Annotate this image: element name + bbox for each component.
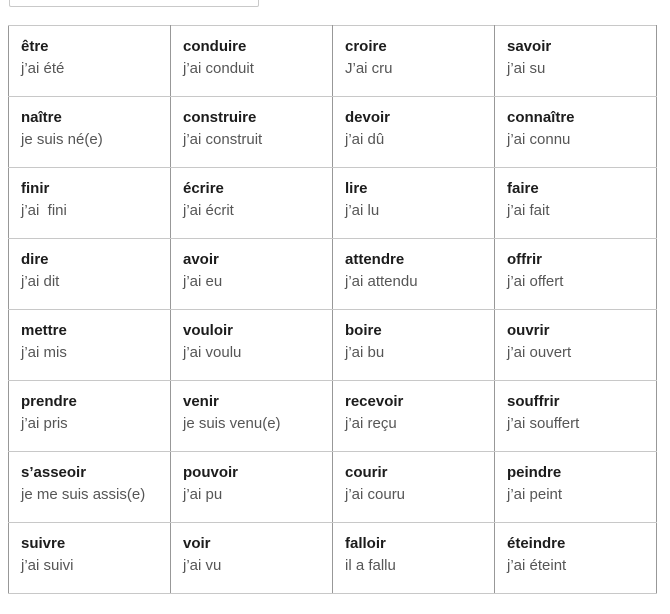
verb-infinitive: ouvrir <box>507 322 550 339</box>
verb-cell <box>333 168 495 239</box>
verb-cell <box>495 381 657 452</box>
verb-cell <box>333 310 495 381</box>
table-row <box>9 97 657 168</box>
verb-cell <box>171 168 333 239</box>
verb-past-tense: j’ai connu <box>507 131 571 148</box>
verb-infinitive: courir <box>345 464 388 481</box>
verb-cell <box>495 239 657 310</box>
verb-infinitive: recevoir <box>345 393 404 410</box>
verb-cell <box>9 168 171 239</box>
verb-past-tense: j’ai souffert <box>507 415 580 432</box>
table-row <box>9 381 657 452</box>
verb-infinitive: attendre <box>345 251 405 268</box>
verb-cell <box>171 381 333 452</box>
table-row <box>9 168 657 239</box>
verb-past-tense: j’ai dû <box>345 131 385 148</box>
table-row <box>9 523 657 594</box>
verb-infinitive: mettre <box>21 322 67 339</box>
verb-past-tense: j’ai couru <box>345 486 406 503</box>
text-input[interactable] <box>9 0 259 7</box>
verb-cell <box>171 26 333 97</box>
verb-cell <box>495 523 657 594</box>
verb-infinitive: connaître <box>507 109 575 126</box>
verb-cell <box>9 97 171 168</box>
verb-past-tense: j’ai pris <box>21 415 68 432</box>
verb-cell <box>9 452 171 523</box>
verb-cell <box>171 452 333 523</box>
verb-past-tense: j’ai lu <box>345 202 380 219</box>
verb-infinitive: suivre <box>21 535 66 552</box>
verb-past-tense: j’ai ouvert <box>507 344 572 361</box>
verb-infinitive: devoir <box>345 109 391 126</box>
verb-past-tense: je suis né(e) <box>21 131 103 148</box>
verb-infinitive: venir <box>183 393 219 410</box>
verb-past-tense: j’ai construit <box>183 131 263 148</box>
verb-past-tense: j’ai su <box>507 60 546 77</box>
verb-past-tense: j’ai mis <box>21 344 67 361</box>
verb-infinitive: être <box>21 38 49 55</box>
verb-infinitive: falloir <box>345 535 386 552</box>
verb-cell <box>171 523 333 594</box>
verb-cell <box>333 26 495 97</box>
verb-infinitive: écrire <box>183 180 224 197</box>
verb-cell <box>9 310 171 381</box>
verb-infinitive: pouvoir <box>183 464 238 481</box>
verb-past-tense: j’ai écrit <box>183 202 234 219</box>
table-row <box>9 452 657 523</box>
verb-cell <box>9 381 171 452</box>
verb-cell <box>495 97 657 168</box>
verb-past-tense: j’ai voulu <box>183 344 242 361</box>
verb-infinitive: boire <box>345 322 382 339</box>
verb-infinitive: construire <box>183 109 257 126</box>
verb-past-tense: j’ai offert <box>507 273 564 290</box>
verb-cell <box>495 168 657 239</box>
verb-cell <box>495 310 657 381</box>
verb-cell <box>495 26 657 97</box>
verb-past-tense: j’ai conduit <box>183 60 254 77</box>
verb-past-tense: je me suis assis(e) <box>21 486 146 503</box>
verb-past-tense: j’ai bu <box>345 344 385 361</box>
verb-cell <box>171 310 333 381</box>
verb-cell <box>171 97 333 168</box>
verb-infinitive: prendre <box>21 393 77 410</box>
verb-infinitive: offrir <box>507 251 542 268</box>
verb-infinitive: peindre <box>507 464 562 481</box>
verb-past-tense: J’ai cru <box>345 60 393 77</box>
verb-infinitive: dire <box>21 251 49 268</box>
verb-past-tense: j’ai vu <box>183 557 222 574</box>
verb-infinitive: s’asseoir <box>21 464 87 481</box>
verb-conjugation-table <box>8 25 657 594</box>
verb-past-tense: j’ai peint <box>507 486 563 503</box>
verb-cell <box>333 97 495 168</box>
verb-past-tense: il a fallu <box>345 557 396 574</box>
verb-infinitive: finir <box>21 180 50 197</box>
verb-past-tense: j’ai reçu <box>345 415 397 432</box>
verb-past-tense: je suis venu(e) <box>183 415 281 432</box>
verb-infinitive: éteindre <box>507 535 566 552</box>
verb-cell <box>9 26 171 97</box>
verb-cell <box>495 452 657 523</box>
verb-past-tense: j’ai été <box>21 60 65 77</box>
verb-infinitive: savoir <box>507 38 552 55</box>
verb-infinitive: avoir <box>183 251 219 268</box>
verb-past-tense: j’ai éteint <box>507 557 567 574</box>
verb-table-body <box>9 26 657 594</box>
verb-infinitive: vouloir <box>183 322 234 339</box>
table-row <box>9 310 657 381</box>
verb-cell <box>333 381 495 452</box>
verb-past-tense: j’ai pu <box>183 486 223 503</box>
verb-past-tense: j’ai attendu <box>345 273 418 290</box>
verb-past-tense: j’ai fini <box>21 202 67 219</box>
verb-cell <box>333 239 495 310</box>
table-row <box>9 26 657 97</box>
verb-infinitive: lire <box>345 180 368 197</box>
verb-past-tense: j’ai suivi <box>21 557 74 574</box>
verb-cell <box>333 452 495 523</box>
verb-past-tense: j’ai eu <box>183 273 223 290</box>
verb-cell <box>333 523 495 594</box>
verb-infinitive: naître <box>21 109 62 126</box>
verb-infinitive: voir <box>183 535 211 552</box>
verb-past-tense: j’ai dit <box>21 273 60 290</box>
verb-cell <box>9 523 171 594</box>
table-row <box>9 239 657 310</box>
verb-cell <box>171 239 333 310</box>
verb-past-tense: j’ai fait <box>507 202 550 219</box>
verb-infinitive: croire <box>345 38 387 55</box>
verb-infinitive: faire <box>507 180 539 197</box>
verb-infinitive: souffrir <box>507 393 560 410</box>
verb-cell <box>9 239 171 310</box>
verb-infinitive: conduire <box>183 38 247 55</box>
